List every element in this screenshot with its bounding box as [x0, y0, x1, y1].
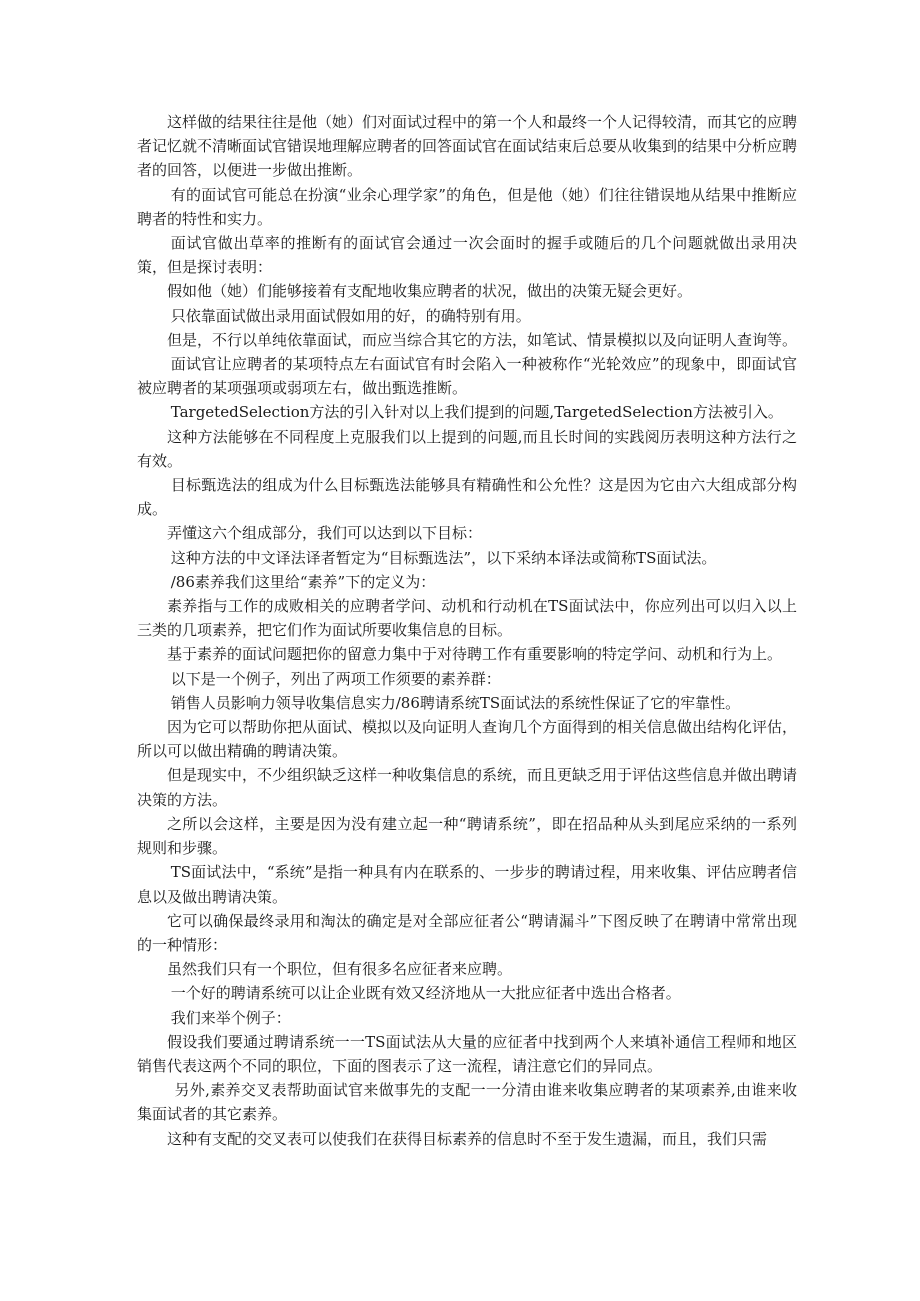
paragraph-17: 销售人员影响力领导收集信息实力/86聘请系统TS面试法的系统性保证了它的牢靠性。	[170, 693, 741, 712]
paragraph-1: 这样做的结果往往是他（她）们对面试过程中的第一个人和最终一个人记得较清，而其它的应聘者记忆就不清晰面试官错误地理解应聘者的回答面试官在面试结束后总要从收集到的结果中分析应聘者的回答，以便进一步做出推断。	[137, 113, 798, 180]
paragraph-19: 但是现实中，不少组织缺乏这样一种收集信息的系统，而且更缺乏用于评估这些信息并做出聘请决策的方法。	[137, 766, 798, 809]
paragraph-21: TS面试法中，“系统”是指一种具有内在联系的、一步步的聘请过程，用来收集、评估应聘者信息以及做出聘请决策。	[137, 863, 797, 906]
paragraph-2: 有的面试官可能总在扮演“业余心理学家”的角色，但是他（她）们往往错误地从结果中推断应聘者的特性和实力。	[137, 185, 797, 228]
paragraph-5: 只依靠面试做出录用面试假如用的好，的确特别有用。	[170, 306, 531, 325]
paragraph-26: 假设我们要通过聘请系统一一TS面试法从大量的应征者中找到两个人来填补通信工程师和地区销售代表这两个不同的职位，下面的图表示了这一流程，请注意它们的异同点。	[137, 1032, 797, 1075]
paragraph-16: 以下是一个例子，列出了两项工作须要的素养群：	[170, 669, 501, 688]
paragraph-13: /86素养我们这里给“素养”下的定义为：	[170, 572, 436, 591]
paragraph-7: 面试官让应聘者的某项特点左右面试官有时会陷入一种被称作“光轮效应”的现象中，即面试官被应聘者的某项强项或弱项左右，做出甄选推断。	[137, 355, 797, 398]
paragraph-12: 这种方法的中文译法译者暂定为“目标甄选法”，以下采纳本译法或简称TS面试法。	[170, 548, 717, 567]
paragraph-24: 一个好的聘请系统可以让企业既有效又经济地从一大批应征者中选出合格者。	[170, 984, 681, 1003]
paragraph-22: 它可以确保最终录用和淘汰的确定是对全部应征者公“聘请漏斗”下图反映了在聘请中常常出现的一种情形：	[137, 911, 797, 954]
paragraph-9: 这种方法能够在不同程度上克服我们以上提到的问题,而且长时间的实践阅历表明这种方法行之有效。	[137, 427, 797, 470]
paragraph-18: 因为它可以帮助你把从面试、模拟以及向证明人查询几个方面得到的相关信息做出结构化评估，所以可以做出精确的聘请决策。	[137, 718, 798, 761]
paragraph-11: 弄懂这六个组成部分，我们可以达到以下目标：	[167, 524, 483, 543]
document-body	[137, 110, 797, 1151]
paragraph-15: 基于素养的面试问题把你的留意力集中于对待聘工作有重要影响的特定学问、动机和行为上。	[167, 645, 783, 664]
paragraph-6: 但是，不行以单纯依靠面试，而应当综合其它的方法，如笔试、情景模拟以及向证明人查询等。	[167, 330, 798, 349]
paragraph-14: 素养指与工作的成败相关的应聘者学问、动机和行动机在TS面试法中，你应列出可以归入以上三类的几项素养，把它们作为面试所要收集信息的目标。	[137, 597, 797, 640]
paragraph-4: 假如他（她）们能够接着有支配地收集应聘者的状况，做出的决策无疑会更好。	[167, 282, 693, 301]
paragraph-8: TargetedSelection方法的引入针对以上我们提到的问题,TargetedSelection方法被引入。	[170, 403, 783, 422]
paragraph-28: 这种有支配的交叉表可以使我们在获得目标素养的信息时不至于发生遗漏，而且，我们只需	[167, 1129, 768, 1148]
paragraph-23: 虽然我们只有一个职位，但有很多名应征者来应聘。	[167, 960, 513, 979]
paragraph-10: 目标甄选法的组成为什么目标甄选法能够具有精确性和公允性？这是因为它由六大组成部分构成。	[137, 476, 797, 519]
paragraph-25: 我们来举个例子：	[170, 1008, 291, 1027]
paragraph-27: 另外,素养交叉表帮助面试官来做事先的支配一一分清由谁来收集应聘者的某项素养,由谁来收集面试者的其它素养。	[137, 1081, 797, 1124]
paragraph-3: 面试官做出草率的推断有的面试官会通过一次会面时的握手或随后的几个问题就做出录用决策，但是探讨表明：	[137, 234, 797, 277]
paragraph-20: 之所以会这样，主要是因为没有建立起一种“聘请系统”，即在招品种从头到尾应采纳的一系列规则和步骤。	[137, 814, 797, 858]
